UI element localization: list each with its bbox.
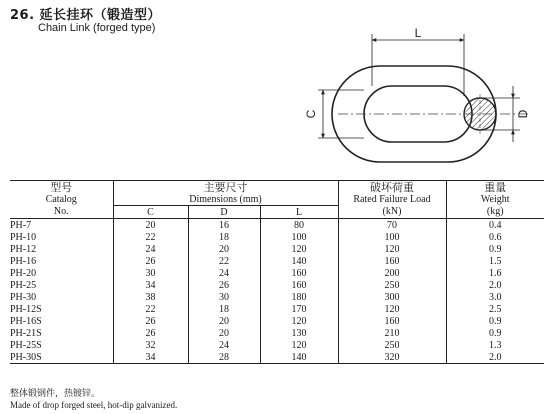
cell-catalog: PH-20 [10, 267, 37, 279]
table-row [10, 255, 544, 267]
cell-l: 140 [260, 255, 338, 267]
cell-l: 130 [260, 327, 338, 339]
table-row [10, 231, 544, 243]
table-row [10, 291, 544, 303]
cell-d: 16 [188, 219, 260, 232]
header-col-c: C [113, 206, 188, 219]
cell-weight: 1.5 [446, 255, 544, 267]
cell-d: 20 [188, 327, 260, 339]
cell-d: 30 [188, 291, 260, 303]
header-col-l: L [260, 206, 338, 219]
table-row [10, 315, 544, 327]
cell-c: 24 [113, 243, 188, 255]
cell-l: 80 [260, 219, 338, 232]
cell-weight: 2.0 [446, 279, 544, 291]
cell-load: 250 [338, 339, 446, 351]
dim-l-label: L [414, 26, 422, 40]
cell-weight: 1.3 [446, 339, 544, 351]
cell-c: 30 [113, 267, 188, 279]
cell-d: 24 [188, 339, 260, 351]
cell-catalog: PH-30 [10, 291, 37, 303]
chain-link-drawing [0, 0, 554, 180]
cell-d: 26 [188, 279, 260, 291]
cell-d: 18 [188, 303, 260, 315]
cell-load: 300 [338, 291, 446, 303]
cell-l: 120 [260, 315, 338, 327]
cell-catalog: PH-30S [10, 351, 113, 364]
cell-catalog: PH-25S [10, 339, 42, 351]
header-weight-unit: (kg) [446, 206, 544, 219]
cell-c: 38 [113, 291, 188, 303]
cell-catalog: PH-25 [10, 279, 37, 291]
cell-catalog: PH-12S [10, 303, 42, 315]
note-chinese: 整体锻钢件，热镀锌。 [10, 389, 101, 399]
cell-load: 160 [338, 255, 446, 267]
cell-catalog: PH-16 [10, 255, 37, 267]
cell-c: 34 [113, 351, 188, 364]
header-model-cn: 型号 [10, 181, 113, 194]
cell-l: 120 [260, 339, 338, 351]
cell-c: 26 [113, 315, 188, 327]
header-model-en: Catalog [45, 193, 77, 205]
cell-l: 170 [260, 303, 338, 315]
cell-l: 160 [260, 267, 338, 279]
cell-d: 24 [188, 267, 260, 279]
cell-d: 18 [188, 231, 260, 243]
table-row [10, 243, 544, 255]
dim-d-label: D [516, 109, 530, 119]
header-dims-en: Dimensions (mm) [113, 193, 338, 206]
table-row [10, 327, 544, 339]
cell-catalog: PH-12 [10, 243, 37, 255]
cell-load: 120 [338, 303, 446, 315]
cell-catalog: PH-7 [10, 219, 32, 231]
cell-d: 22 [188, 255, 260, 267]
cell-weight: 0.9 [446, 315, 544, 327]
header-col-d: D [188, 206, 260, 219]
cell-load: 200 [338, 267, 446, 279]
page-subtitle: Chain Link (forged type) [38, 22, 156, 34]
cell-weight: 1.6 [446, 267, 544, 279]
page-title: 26. 延长挂环（锻造型） [10, 8, 162, 23]
cell-catalog: PH-10 [10, 231, 37, 243]
cell-d: 28 [188, 351, 260, 364]
table-row [10, 279, 544, 291]
cell-load: 70 [338, 219, 446, 232]
header-load-en: Rated Failure Load [338, 193, 446, 206]
cell-c: 22 [113, 231, 188, 243]
header-model-no: No. [10, 206, 113, 219]
cell-c: 34 [113, 279, 188, 291]
spec-table [10, 180, 544, 364]
header-weight-en: Weight [446, 193, 544, 206]
table-row [10, 219, 544, 232]
header-load-cn: 破坏荷重 [338, 181, 446, 194]
table-row [10, 351, 544, 364]
table-body [10, 219, 544, 364]
cell-load: 250 [338, 279, 446, 291]
note-english: Made of drop forged steel, hot-dip galvanized. [10, 400, 178, 410]
cell-weight: 0.6 [446, 231, 544, 243]
cell-d: 20 [188, 243, 260, 255]
cell-l: 100 [260, 231, 338, 243]
cell-catalog: PH-16S [10, 315, 42, 327]
table-row [10, 267, 544, 279]
cell-c: 22 [113, 303, 188, 315]
cell-l: 180 [260, 291, 338, 303]
cell-load: 160 [338, 315, 446, 327]
cell-l: 160 [260, 279, 338, 291]
cell-c: 26 [113, 255, 188, 267]
cell-l: 140 [260, 351, 338, 364]
table-row [10, 339, 544, 351]
cell-weight: 0.9 [446, 243, 544, 255]
cell-load: 210 [338, 327, 446, 339]
cell-load: 120 [338, 243, 446, 255]
cell-weight: 0.4 [446, 219, 544, 232]
header-load-unit: (kN) [338, 206, 446, 219]
cell-load: 100 [338, 231, 446, 243]
table-row [10, 303, 544, 315]
cell-l: 120 [260, 243, 338, 255]
cell-load: 320 [338, 351, 446, 364]
dim-c-label: C [304, 109, 318, 119]
cell-c: 26 [113, 327, 188, 339]
cell-weight: 0.9 [446, 327, 544, 339]
cell-weight: 2.5 [446, 303, 544, 315]
cell-c: 32 [113, 339, 188, 351]
cell-d: 20 [188, 315, 260, 327]
cell-weight: 2.0 [446, 351, 544, 364]
header-dims-cn: 主要尺寸 [113, 181, 338, 194]
cell-weight: 3.0 [446, 291, 544, 303]
cell-c: 20 [113, 219, 188, 232]
header-weight-cn: 重量 [446, 181, 544, 194]
cell-catalog: PH-21S [10, 327, 42, 339]
